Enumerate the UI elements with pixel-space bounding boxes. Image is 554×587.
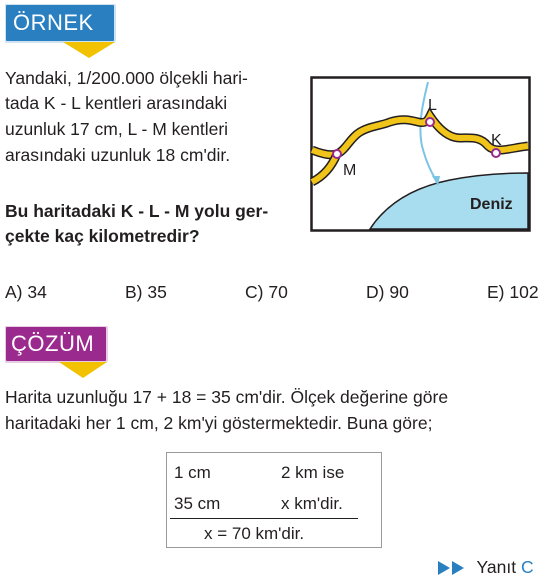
option-a-value: 34 <box>27 282 47 302</box>
question-prompt-line-2: çekte kaç kilometredir? <box>5 226 200 246</box>
option-b[interactable] <box>125 281 167 303</box>
map-svg <box>310 76 531 232</box>
marker-m <box>333 150 341 158</box>
option-e[interactable] <box>487 281 539 303</box>
question-line-2: tada K - L kentleri arasındaki <box>5 93 228 113</box>
calc-result: x = 70 km'dir. <box>204 524 305 543</box>
option-c[interactable] <box>245 281 288 303</box>
double-play-icon <box>438 558 466 580</box>
question-prompt-line-1: Bu haritadaki K - L - M yolu ger- <box>5 201 269 221</box>
answer-letter: C <box>521 557 534 577</box>
answer-label: Yanıt <box>476 557 517 577</box>
example-badge <box>5 4 117 58</box>
map-label-m: M <box>343 162 357 179</box>
question-line-4: arasındaki uzunluk 18 cm'dir. <box>5 145 231 165</box>
marker-l <box>426 118 434 126</box>
option-e-value: 102 <box>509 282 539 302</box>
option-e-letter: E) <box>487 282 505 302</box>
option-a-letter: A) <box>5 282 23 302</box>
option-d-letter: D) <box>366 282 385 302</box>
option-c-letter: C) <box>245 282 264 302</box>
question-line-1: Yandaki, 1/200.000 ölçekli hari- <box>5 68 248 88</box>
map-label-l: L <box>428 97 437 114</box>
question-line-3: uzunluk 17 cm, L - M kentleri <box>5 119 229 139</box>
map-figure <box>310 76 531 232</box>
solution-badge <box>5 326 117 380</box>
option-c-value: 70 <box>268 282 288 302</box>
option-b-letter: B) <box>125 282 143 302</box>
option-b-value: 35 <box>147 282 167 302</box>
option-d[interactable] <box>366 281 409 303</box>
calc-row2-right: x km'dir. <box>281 494 343 513</box>
calc-row1-right: 2 km ise <box>281 463 345 482</box>
calc-divider <box>170 518 358 519</box>
marker-k <box>492 149 500 157</box>
solution-line-1: Harita uzunluğu 17 + 18 = 35 cm'dir. Ölçek değerine göre <box>5 387 449 407</box>
map-label-sea: Deniz <box>470 196 513 213</box>
example-badge-label: ÖRNEK <box>13 10 94 35</box>
solution-badge-label: ÇÖZÜM <box>11 331 95 356</box>
calc-row1-left: 1 cm <box>174 463 211 482</box>
option-d-value: 90 <box>389 282 409 302</box>
answer-line <box>438 556 534 580</box>
map-label-k: K <box>491 132 502 149</box>
solution-line-2: haritadaki her 1 cm, 2 km'yi göstermektedir. Buna göre; <box>5 413 433 433</box>
calc-row2-left: 35 cm <box>174 494 221 513</box>
option-a[interactable] <box>5 281 47 303</box>
